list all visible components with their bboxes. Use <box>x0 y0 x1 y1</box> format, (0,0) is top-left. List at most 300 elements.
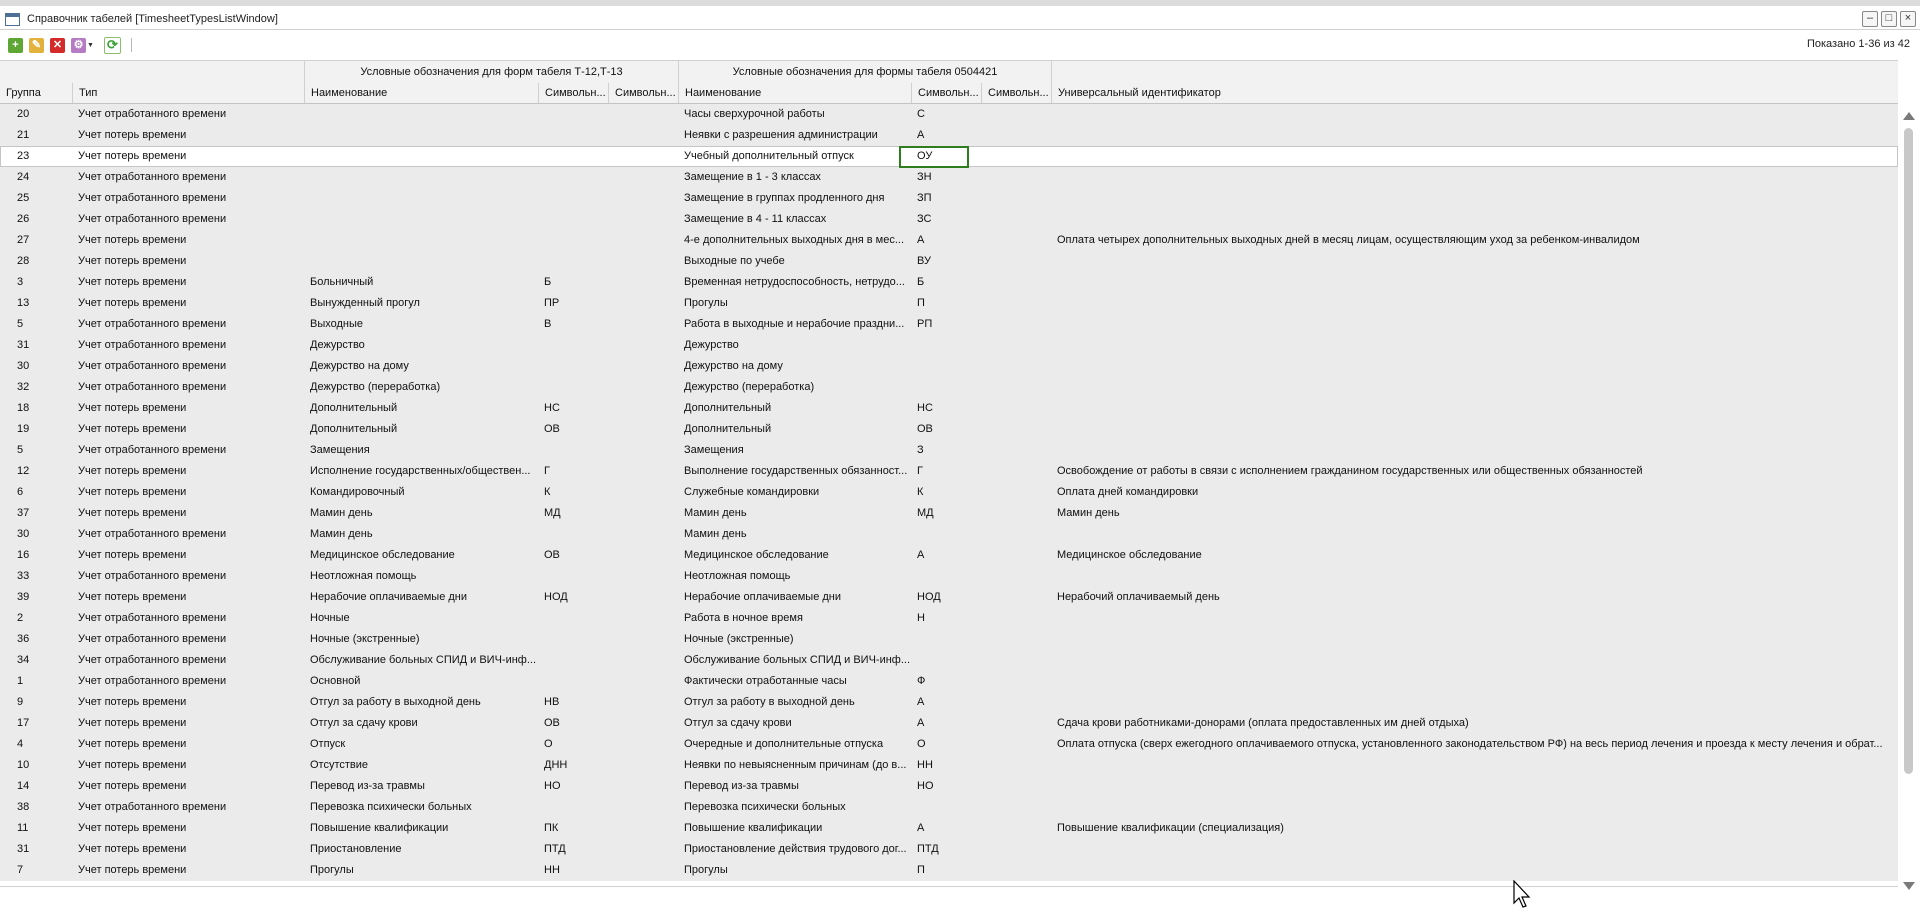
cell-uid[interactable] <box>1051 755 1898 776</box>
cell-type[interactable]: Учет потерь времени <box>78 591 187 603</box>
cell-f-name[interactable]: Работа в выходные и нерабочие праздни... <box>684 318 905 330</box>
cell-type[interactable]: Учет отработанного времени <box>78 570 227 582</box>
cell-group[interactable]: 7 <box>17 864 24 876</box>
cell-f-name[interactable]: Неявки с разрешения администрации <box>684 129 878 141</box>
cell-t12-sym2[interactable] <box>608 209 678 230</box>
cell-t12-sym1[interactable] <box>538 167 608 188</box>
cell-f-sym1[interactable] <box>911 356 981 377</box>
cell-f-name[interactable]: Неявки по невыясненным причинам (до в... <box>684 759 907 771</box>
cell-t12-sym2[interactable] <box>608 713 678 734</box>
cell-type[interactable]: Учет потерь времени <box>78 276 187 288</box>
cell-f-name[interactable]: 4-е дополнительных выходных дня в мес... <box>684 234 905 246</box>
cell-t12-name[interactable] <box>304 146 538 167</box>
cell-f-sym2[interactable] <box>981 335 1051 356</box>
cell-f-sym1[interactable]: ЗП <box>917 192 932 204</box>
cell-f-sym1[interactable]: МД <box>917 507 934 519</box>
cell-f-sym1[interactable]: Ф <box>917 675 926 687</box>
table-row[interactable] <box>0 608 1898 629</box>
cell-t12-sym2[interactable] <box>608 839 678 860</box>
cell-group[interactable]: 14 <box>17 780 30 792</box>
table-row[interactable] <box>0 587 1898 608</box>
cell-uid[interactable] <box>1051 167 1898 188</box>
cell-uid[interactable]: Оплата дней командировки <box>1057 486 1199 498</box>
table-row[interactable] <box>0 377 1898 398</box>
cell-group[interactable]: 5 <box>17 444 24 456</box>
cell-type[interactable]: Учет потерь времени <box>78 549 187 561</box>
cell-t12-sym2[interactable] <box>608 776 678 797</box>
cell-t12-name[interactable] <box>304 104 538 125</box>
cell-t12-sym1[interactable]: МД <box>544 507 561 519</box>
cell-t12-sym1[interactable]: ПК <box>544 822 559 834</box>
cell-t12-sym2[interactable] <box>608 293 678 314</box>
cell-type[interactable]: Учет потерь времени <box>78 717 187 729</box>
cell-uid[interactable] <box>1051 839 1898 860</box>
cell-f-sym2[interactable] <box>981 461 1051 482</box>
cell-f-sym1[interactable]: А <box>917 234 925 246</box>
cell-group[interactable]: 17 <box>17 717 30 729</box>
cell-type[interactable]: Учет отработанного времени <box>78 213 227 225</box>
cell-t12-sym1[interactable]: Б <box>544 276 552 288</box>
cell-t12-name[interactable] <box>304 209 538 230</box>
cell-group[interactable]: 23 <box>17 150 30 162</box>
cell-type[interactable]: Учет отработанного времени <box>78 171 227 183</box>
cell-t12-sym1[interactable] <box>538 650 608 671</box>
cell-t12-sym1[interactable]: ОВ <box>544 717 560 729</box>
cell-t12-sym2[interactable] <box>608 356 678 377</box>
table-row[interactable] <box>0 545 1898 566</box>
cell-f-sym1[interactable]: ПТД <box>917 843 939 855</box>
column-header-f-name[interactable]: Наименование <box>678 83 911 103</box>
cell-f-sym2[interactable] <box>981 818 1051 839</box>
cell-type[interactable]: Учет отработанного времени <box>78 360 227 372</box>
cell-group[interactable]: 39 <box>17 591 30 603</box>
cell-type[interactable]: Учет потерь времени <box>78 234 187 246</box>
column-header-type[interactable]: Тип <box>72 83 304 103</box>
cell-f-name[interactable]: Очередные и дополнительные отпуска <box>684 738 884 750</box>
cell-group[interactable]: 26 <box>17 213 30 225</box>
cell-t12-sym2[interactable] <box>608 650 678 671</box>
table-row[interactable] <box>0 692 1898 713</box>
cell-t12-sym2[interactable] <box>608 167 678 188</box>
cell-f-sym1[interactable]: РП <box>917 318 933 330</box>
cell-t12-sym2[interactable] <box>608 125 678 146</box>
table-row[interactable] <box>0 272 1898 293</box>
cell-group[interactable]: 6 <box>17 486 24 498</box>
cell-t12-name[interactable]: Обслуживание больных СПИД и ВИЧ-инф... <box>310 654 537 666</box>
table-row[interactable] <box>0 398 1898 419</box>
column-header-uid[interactable]: Универсальный идентификатор <box>1051 83 1898 103</box>
cell-t12-name[interactable]: Ночные (экстренные) <box>310 633 420 645</box>
cell-type[interactable]: Учет отработанного времени <box>78 528 227 540</box>
cell-t12-sym2[interactable] <box>608 545 678 566</box>
cell-uid[interactable] <box>1051 125 1898 146</box>
cell-f-name[interactable]: Отгул за сдачу крови <box>684 717 792 729</box>
cell-type[interactable]: Учет потерь времени <box>78 759 187 771</box>
cell-group[interactable]: 31 <box>17 843 30 855</box>
cell-f-sym1[interactable]: С <box>917 108 925 120</box>
cell-t12-sym1[interactable] <box>538 440 608 461</box>
cell-t12-name[interactable] <box>304 230 538 251</box>
table-row[interactable] <box>0 755 1898 776</box>
cell-f-sym1[interactable]: А <box>917 696 925 708</box>
cell-group[interactable]: 36 <box>17 633 30 645</box>
cell-t12-sym2[interactable] <box>608 755 678 776</box>
cell-t12-sym2[interactable] <box>608 419 678 440</box>
cell-f-sym1[interactable]: НН <box>917 759 933 771</box>
cell-uid[interactable] <box>1051 314 1898 335</box>
cell-f-name[interactable]: Замещение в 1 - 3 классах <box>684 171 821 183</box>
cell-uid[interactable] <box>1051 188 1898 209</box>
cell-t12-sym2[interactable] <box>608 251 678 272</box>
cell-type[interactable]: Учет отработанного времени <box>78 801 227 813</box>
chevron-down-icon[interactable]: ▼ <box>87 41 94 49</box>
cell-t12-sym1[interactable]: ПТД <box>544 843 566 855</box>
table-row[interactable] <box>0 251 1898 272</box>
cell-t12-sym1[interactable]: К <box>544 486 551 498</box>
refresh-icon[interactable]: ⟳ <box>104 37 121 54</box>
cell-uid[interactable] <box>1051 692 1898 713</box>
cell-f-sym2[interactable] <box>981 272 1051 293</box>
cell-uid[interactable]: Оплата четырех дополнительных выходных дней в месяц лицам, осуществляющим уход за ребенком-инвалидом <box>1057 234 1640 246</box>
column-header-t12-name[interactable]: Наименование <box>304 83 538 103</box>
cell-f-name[interactable]: Временная нетрудоспособность, нетрудо... <box>684 276 905 288</box>
cell-t12-sym1[interactable] <box>538 608 608 629</box>
cell-t12-sym1[interactable]: ОВ <box>544 549 560 561</box>
cell-uid[interactable] <box>1051 650 1898 671</box>
table-row[interactable] <box>0 314 1898 335</box>
cell-type[interactable]: Учет отработанного времени <box>78 444 227 456</box>
cell-group[interactable]: 5 <box>17 318 24 330</box>
cell-t12-sym2[interactable] <box>608 629 678 650</box>
column-header-f-sym1[interactable]: Символьн... <box>911 83 981 103</box>
close-icon[interactable]: × <box>1900 11 1916 27</box>
cell-t12-sym2[interactable] <box>608 104 678 125</box>
cell-t12-name[interactable]: Отгул за работу в выходной день <box>310 696 481 708</box>
cell-f-name[interactable]: Служебные командировки <box>684 486 820 498</box>
cell-f-name[interactable]: Учебный дополнительный отпуск <box>684 150 854 162</box>
cell-t12-sym1[interactable]: НН <box>544 864 560 876</box>
cell-f-sym1[interactable]: К <box>917 486 924 498</box>
cell-t12-name[interactable]: Мамин день <box>310 507 373 519</box>
cell-f-name[interactable]: Мамин день <box>684 507 747 519</box>
column-header-t12-sym1[interactable]: Символьн... <box>538 83 608 103</box>
cell-f-sym2[interactable] <box>981 104 1051 125</box>
cell-t12-name[interactable]: Исполнение государственных/обществен... <box>310 465 531 477</box>
cell-f-name[interactable]: Дежурство на дому <box>684 360 783 372</box>
cell-f-name[interactable]: Замещения <box>684 444 744 456</box>
cell-t12-sym1[interactable] <box>538 188 608 209</box>
cell-t12-name[interactable]: Вынужденный прогул <box>310 297 420 309</box>
cell-t12-name[interactable]: Выходные <box>310 318 364 330</box>
cell-f-sym2[interactable] <box>981 713 1051 734</box>
cell-uid[interactable]: Оплата отпуска (сверх ежегодного оплачиваемого отпуска, установленного законодательством РФ) на весь период лечения и проезда к месту лечения и обрат... <box>1057 738 1883 750</box>
cell-f-name[interactable]: Ночные (экстренные) <box>684 633 794 645</box>
cell-f-sym2[interactable] <box>981 503 1051 524</box>
cell-uid[interactable] <box>1051 251 1898 272</box>
cell-f-name[interactable]: Выходные по учебе <box>684 255 785 267</box>
cell-f-sym2[interactable] <box>981 482 1051 503</box>
cell-group[interactable]: 27 <box>17 234 30 246</box>
cell-f-sym2[interactable] <box>981 629 1051 650</box>
cell-f-sym1[interactable] <box>911 629 981 650</box>
cell-t12-name[interactable]: Дежурство <box>310 339 365 351</box>
cell-f-sym1[interactable] <box>911 650 981 671</box>
cell-group[interactable]: 12 <box>17 465 30 477</box>
cell-f-sym2[interactable] <box>981 650 1051 671</box>
cell-f-name[interactable]: Замещение в группах продленного дня <box>684 192 885 204</box>
cell-t12-sym2[interactable] <box>608 335 678 356</box>
cell-group[interactable]: 19 <box>17 423 30 435</box>
cell-t12-sym1[interactable] <box>538 125 608 146</box>
cell-f-name[interactable]: Фактически отработанные часы <box>684 675 847 687</box>
cell-t12-sym2[interactable] <box>608 440 678 461</box>
cell-t12-sym2[interactable] <box>608 734 678 755</box>
cell-group[interactable]: 1 <box>17 675 24 687</box>
cell-type[interactable]: Учет потерь времени <box>78 843 187 855</box>
cell-t12-name[interactable]: Приостановление <box>310 843 402 855</box>
cell-uid[interactable]: Сдача крови работниками-донорами (оплата предоставленных им дней отдыха) <box>1057 717 1469 729</box>
cell-uid[interactable]: Повышение квалификации (специализация) <box>1057 822 1284 834</box>
cell-uid[interactable] <box>1051 776 1898 797</box>
cell-f-name[interactable]: Перевод из-за травмы <box>684 780 799 792</box>
cell-f-name[interactable]: Дежурство <box>684 339 739 351</box>
cell-t12-sym1[interactable]: Г <box>544 465 550 477</box>
cell-f-sym1[interactable]: О <box>917 738 926 750</box>
cell-f-name[interactable]: Обслуживание больных СПИД и ВИЧ-инф... <box>684 654 911 666</box>
cell-type[interactable]: Учет потерь времени <box>78 255 187 267</box>
cell-group[interactable]: 2 <box>17 612 24 624</box>
cell-f-sym1[interactable]: А <box>917 717 925 729</box>
table-row[interactable] <box>0 146 1898 167</box>
cell-t12-sym2[interactable] <box>608 377 678 398</box>
cell-f-sym2[interactable] <box>981 398 1051 419</box>
cell-f-sym2[interactable] <box>981 587 1051 608</box>
cell-f-sym2[interactable] <box>981 524 1051 545</box>
cell-group[interactable]: 30 <box>17 528 30 540</box>
table-row[interactable] <box>0 440 1898 461</box>
cell-t12-sym1[interactable]: ПР <box>544 297 560 309</box>
cell-t12-name[interactable]: Нерабочие оплачиваемые дни <box>310 591 468 603</box>
cell-t12-sym2[interactable] <box>608 272 678 293</box>
cell-t12-name[interactable]: Замещения <box>310 444 370 456</box>
cell-uid[interactable]: Медицинское обследование <box>1057 549 1202 561</box>
table-row[interactable] <box>0 104 1898 125</box>
cell-f-sym1[interactable]: Г <box>917 465 923 477</box>
cell-f-sym2[interactable] <box>981 209 1051 230</box>
cell-group[interactable]: 13 <box>17 297 30 309</box>
cell-t12-name[interactable] <box>304 251 538 272</box>
cell-t12-name[interactable]: Перевод из-за травмы <box>310 780 425 792</box>
cell-f-name[interactable]: Работа в ночное время <box>684 612 803 624</box>
cell-f-name[interactable]: Приостановление действия трудового дог... <box>684 843 907 855</box>
table-row[interactable] <box>0 503 1898 524</box>
cell-f-sym1[interactable] <box>911 377 981 398</box>
cell-t12-sym1[interactable]: НС <box>544 402 560 414</box>
cell-uid[interactable] <box>1051 104 1898 125</box>
cell-f-sym2[interactable] <box>981 440 1051 461</box>
cell-f-name[interactable]: Медицинское обследование <box>684 549 829 561</box>
cell-t12-sym2[interactable] <box>608 818 678 839</box>
cell-f-sym2[interactable] <box>981 377 1051 398</box>
cell-t12-sym1[interactable]: В <box>544 318 552 330</box>
edit-icon[interactable]: ✎ <box>29 38 44 53</box>
column-header-t12-sym2[interactable]: Символьн... <box>608 83 678 103</box>
cell-t12-name[interactable] <box>304 188 538 209</box>
cell-type[interactable]: Учет потерь времени <box>78 780 187 792</box>
cell-t12-name[interactable]: Неотложная помощь <box>310 570 417 582</box>
cell-f-sym1[interactable]: ЗС <box>917 213 932 225</box>
cell-uid[interactable] <box>1051 860 1898 881</box>
add-icon[interactable]: + <box>8 38 23 53</box>
cell-f-sym2[interactable] <box>981 755 1051 776</box>
cell-type[interactable]: Учет потерь времени <box>78 507 187 519</box>
cell-t12-sym1[interactable] <box>538 251 608 272</box>
minimize-icon[interactable]: – <box>1862 11 1878 27</box>
cell-uid[interactable] <box>1051 629 1898 650</box>
cell-f-sym2[interactable] <box>981 314 1051 335</box>
cell-f-sym1[interactable]: А <box>917 822 925 834</box>
cell-t12-sym1[interactable] <box>538 335 608 356</box>
cell-f-sym1[interactable]: НС <box>917 402 933 414</box>
cell-t12-sym1[interactable] <box>538 524 608 545</box>
cell-f-sym1[interactable] <box>911 524 981 545</box>
table-row[interactable] <box>0 650 1898 671</box>
cell-group[interactable]: 18 <box>17 402 30 414</box>
cell-group[interactable]: 31 <box>17 339 30 351</box>
cell-f-sym2[interactable] <box>981 797 1051 818</box>
cell-t12-name[interactable]: Прогулы <box>310 864 354 876</box>
table-row[interactable] <box>0 335 1898 356</box>
table-row[interactable] <box>0 776 1898 797</box>
table-row[interactable] <box>0 482 1898 503</box>
cell-f-sym1[interactable] <box>911 566 981 587</box>
cell-t12-sym1[interactable] <box>538 671 608 692</box>
cell-group[interactable]: 11 <box>17 822 29 834</box>
cell-t12-sym1[interactable] <box>538 230 608 251</box>
cell-f-sym1[interactable]: НО <box>917 780 934 792</box>
cell-group[interactable]: 4 <box>17 738 24 750</box>
cell-f-sym2[interactable] <box>981 734 1051 755</box>
cell-t12-name[interactable]: Дополнительный <box>310 402 398 414</box>
cell-t12-name[interactable] <box>304 125 538 146</box>
cell-f-sym2[interactable] <box>981 188 1051 209</box>
cell-t12-sym2[interactable] <box>608 566 678 587</box>
cell-uid[interactable] <box>1051 671 1898 692</box>
cell-group[interactable]: 20 <box>17 108 30 120</box>
cell-t12-sym2[interactable] <box>608 587 678 608</box>
cell-uid[interactable] <box>1051 335 1898 356</box>
cell-t12-sym2[interactable] <box>608 482 678 503</box>
table-row[interactable] <box>0 860 1898 881</box>
cell-t12-sym2[interactable] <box>608 671 678 692</box>
cell-t12-name[interactable] <box>304 167 538 188</box>
cell-group[interactable]: 38 <box>17 801 30 813</box>
cell-uid[interactable] <box>1051 356 1898 377</box>
cell-f-name[interactable]: Нерабочие оплачиваемые дни <box>684 591 842 603</box>
cell-f-sym2[interactable] <box>981 293 1051 314</box>
cell-t12-sym1[interactable]: НОД <box>544 591 568 603</box>
cell-type[interactable]: Учет потерь времени <box>78 150 187 162</box>
cell-f-sym2[interactable] <box>981 251 1051 272</box>
cell-t12-sym1[interactable] <box>538 566 608 587</box>
cell-f-name[interactable]: Дополнительный <box>684 402 772 414</box>
cell-t12-sym1[interactable] <box>538 356 608 377</box>
cell-t12-name[interactable]: Повышение квалификации <box>310 822 449 834</box>
cell-f-sym1[interactable] <box>911 335 981 356</box>
cell-t12-sym1[interactable] <box>538 629 608 650</box>
table-row[interactable] <box>0 818 1898 839</box>
cell-t12-name[interactable]: Мамин день <box>310 528 373 540</box>
cell-uid[interactable] <box>1051 566 1898 587</box>
cell-f-sym1[interactable]: Б <box>917 276 925 288</box>
cell-f-name[interactable]: Дополнительный <box>684 423 772 435</box>
cell-t12-sym2[interactable] <box>608 230 678 251</box>
cell-f-sym1[interactable]: П <box>917 864 925 876</box>
table-row[interactable] <box>0 125 1898 146</box>
cell-t12-name[interactable]: Дежурство (переработка) <box>310 381 441 393</box>
cell-uid[interactable] <box>1051 293 1898 314</box>
cell-type[interactable]: Учет отработанного времени <box>78 192 227 204</box>
cell-uid[interactable] <box>1051 608 1898 629</box>
cell-uid[interactable]: Мамин день <box>1057 507 1120 519</box>
cell-f-sym1[interactable]: А <box>917 549 925 561</box>
cell-type[interactable]: Учет потерь времени <box>78 864 187 876</box>
cell-f-sym2[interactable] <box>981 419 1051 440</box>
cell-t12-name[interactable]: Основной <box>310 675 361 687</box>
cell-t12-name[interactable]: Отгул за сдачу крови <box>310 717 418 729</box>
table-row[interactable] <box>0 209 1898 230</box>
table-row[interactable] <box>0 839 1898 860</box>
cell-f-name[interactable]: Прогулы <box>684 297 728 309</box>
cell-t12-sym2[interactable] <box>608 860 678 881</box>
cell-t12-sym1[interactable]: О <box>544 738 553 750</box>
cell-t12-sym1[interactable] <box>538 797 608 818</box>
cell-f-name[interactable]: Повышение квалификации <box>684 822 823 834</box>
cell-type[interactable]: Учет потерь времени <box>78 696 187 708</box>
scroll-up-icon[interactable] <box>1903 112 1915 120</box>
cell-f-sym1[interactable]: Н <box>917 612 925 624</box>
table-row[interactable] <box>0 566 1898 587</box>
cell-type[interactable]: Учет потерь времени <box>78 465 187 477</box>
cell-type[interactable]: Учет отработанного времени <box>78 108 227 120</box>
cell-f-sym2[interactable] <box>981 671 1051 692</box>
cell-f-sym2[interactable] <box>981 776 1051 797</box>
cell-uid[interactable] <box>1051 440 1898 461</box>
cell-f-sym1[interactable] <box>911 797 981 818</box>
cell-type[interactable]: Учет потерь времени <box>78 738 187 750</box>
cell-t12-name[interactable]: Ночные <box>310 612 350 624</box>
cell-t12-name[interactable]: Дополнительный <box>310 423 398 435</box>
cell-uid[interactable] <box>1051 146 1898 167</box>
cell-uid[interactable] <box>1051 398 1898 419</box>
cell-type[interactable]: Учет отработанного времени <box>78 675 227 687</box>
cell-f-sym2[interactable] <box>981 146 1051 167</box>
cell-uid[interactable] <box>1051 209 1898 230</box>
cell-type[interactable]: Учет отработанного времени <box>78 654 227 666</box>
cell-f-sym2[interactable] <box>981 566 1051 587</box>
cell-type[interactable]: Учет отработанного времени <box>78 339 227 351</box>
cell-t12-sym2[interactable] <box>608 524 678 545</box>
cell-group[interactable]: 16 <box>17 549 30 561</box>
cell-group[interactable]: 25 <box>17 192 30 204</box>
settings-icon[interactable]: ⚙ <box>71 38 86 53</box>
cell-f-name[interactable]: Мамин день <box>684 528 747 540</box>
cell-t12-sym2[interactable] <box>608 314 678 335</box>
cell-f-sym2[interactable] <box>981 230 1051 251</box>
table-row[interactable] <box>0 419 1898 440</box>
cell-f-sym2[interactable] <box>981 860 1051 881</box>
table-row[interactable] <box>0 797 1898 818</box>
